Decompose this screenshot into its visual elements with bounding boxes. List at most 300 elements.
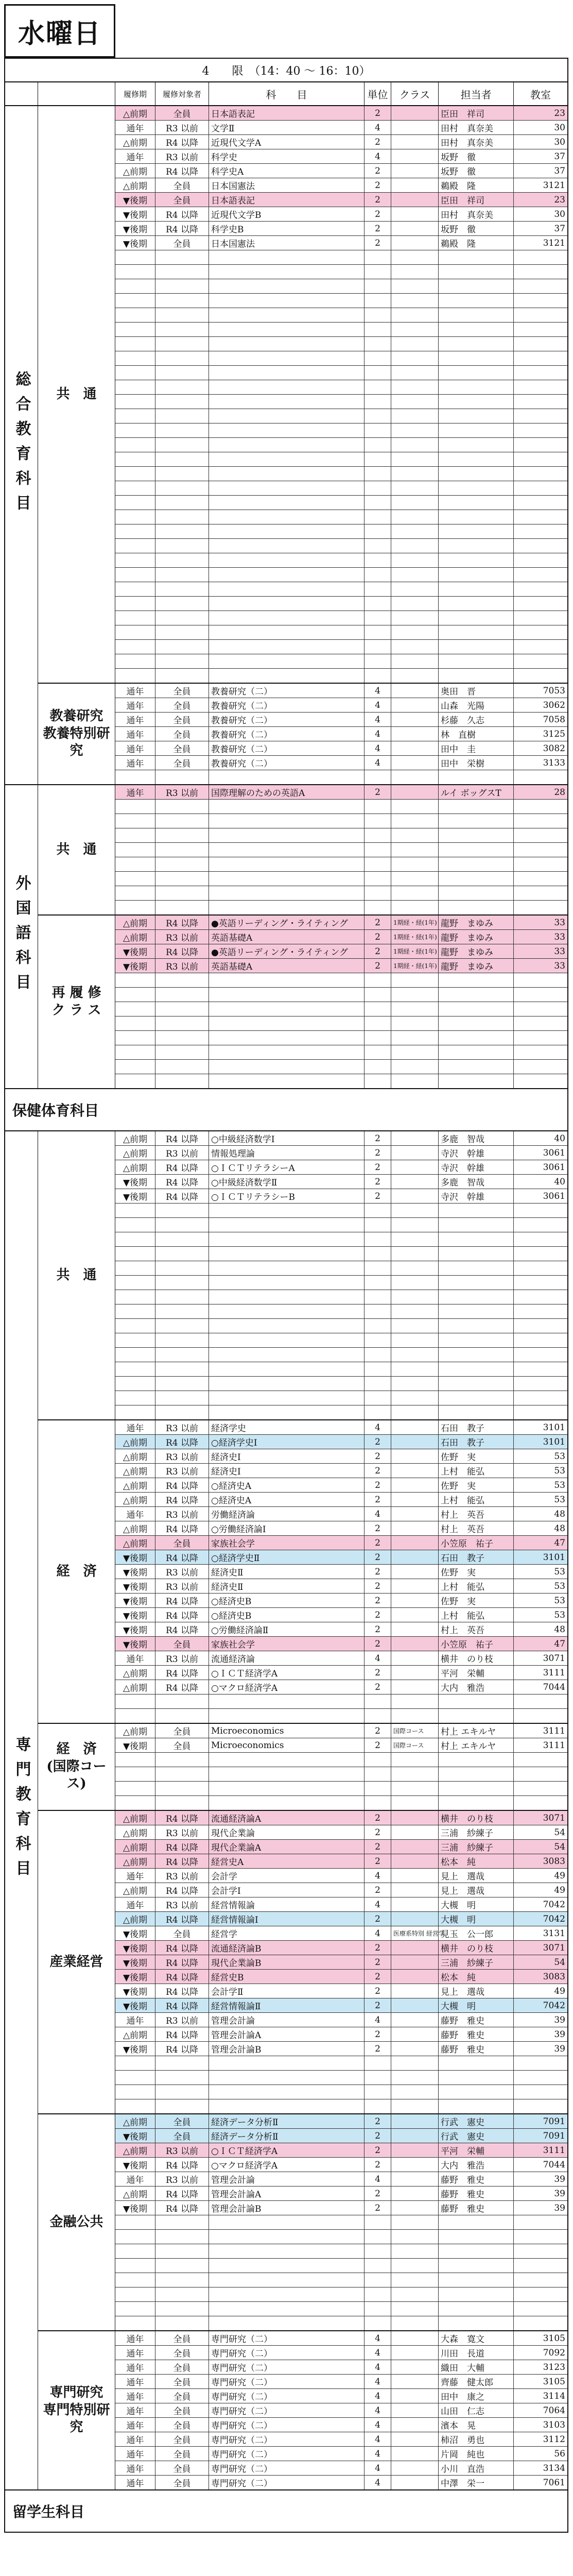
- cell-term: [115, 294, 155, 308]
- cell-room: [514, 814, 567, 828]
- cell-term: △前期: [115, 1811, 155, 1825]
- cell-target: R3 以前: [155, 1507, 209, 1521]
- cell-unit: 2: [364, 1493, 391, 1506]
- cell-subject: 経営学: [209, 1926, 364, 1940]
- cell-unit: 2: [364, 785, 391, 799]
- cell-subject: [209, 2056, 364, 2070]
- table-row: [115, 828, 567, 843]
- table-row: [115, 1521, 567, 1536]
- cell-subject: 経済史Ⅱ: [209, 1565, 364, 1579]
- cell-subject: [209, 423, 364, 437]
- cell-room: 54: [554, 1841, 565, 1852]
- subsection-label: 金融公共: [38, 2114, 115, 2330]
- cell-unit: 2: [364, 1825, 391, 1839]
- subsection: [38, 2331, 567, 2489]
- cell-room: [514, 2099, 567, 2113]
- cell-cls: [391, 481, 439, 495]
- cell-term: [115, 625, 155, 639]
- cell-teacher: 上村 能弘: [439, 1579, 514, 1593]
- cell-teacher: [439, 1031, 514, 1045]
- table-row: [115, 1420, 567, 1435]
- cell-cls: [391, 279, 439, 293]
- cell-unit: [364, 1319, 391, 1333]
- cell-target: [155, 872, 209, 886]
- cell-term: [115, 1218, 155, 1232]
- table-row: [115, 640, 567, 654]
- cell-teacher: 龍野 まゆみ: [439, 944, 514, 958]
- cell-teacher: [439, 886, 514, 900]
- cell-cls: [391, 582, 439, 596]
- table-row: [115, 2287, 567, 2302]
- cell-cls: [391, 294, 439, 308]
- cell-cls: [391, 2432, 439, 2446]
- cell-room: [514, 654, 567, 668]
- table-row: [115, 1608, 567, 1622]
- section-foreign: [5, 785, 567, 1089]
- cell-teacher: 石田 教子: [439, 1435, 514, 1449]
- cell-subject: [209, 814, 364, 828]
- cell-teacher: [439, 1405, 514, 1419]
- cell-term: ▼後期: [115, 2129, 155, 2143]
- table-row: [115, 1666, 567, 1680]
- table-row: [115, 1319, 567, 1333]
- cell-teacher: 村上 英吾: [439, 1622, 514, 1636]
- table-row: [115, 2129, 567, 2143]
- cell-target: [155, 973, 209, 987]
- table-row: [115, 1854, 567, 1869]
- table-row: [115, 857, 567, 872]
- cell-cls: [391, 2172, 439, 2186]
- cell-term: △前期: [115, 106, 155, 120]
- table-row: [115, 814, 567, 828]
- cell-unit: 4: [364, 2476, 391, 2489]
- cell-cls: [391, 1232, 439, 1246]
- cell-teacher: 小川 直浩: [439, 2461, 514, 2475]
- cell-target: [155, 1391, 209, 1405]
- table-row: [115, 1204, 567, 1218]
- table-row: [115, 2201, 567, 2215]
- cell-room: 7042: [543, 2000, 565, 2011]
- cell-cls: [391, 857, 439, 871]
- cell-room: 3111: [543, 1725, 565, 1736]
- cell-cls: [391, 1941, 439, 1955]
- cell-room: [514, 1276, 567, 1290]
- cell-unit: [364, 1016, 391, 1030]
- cell-teacher: 藤野 雅史: [439, 2013, 514, 2027]
- table-row: [115, 1131, 567, 1146]
- cell-cls: [391, 2259, 439, 2273]
- cell-cls: [391, 164, 439, 178]
- cell-term: [115, 800, 155, 814]
- cell-subject: 教養研究（二）: [209, 713, 364, 726]
- cell-cls: [391, 1897, 439, 1911]
- cell-target: [155, 1247, 209, 1261]
- cell-target: R4 以降: [155, 1160, 209, 1174]
- cell-unit: 2: [364, 1912, 391, 1926]
- table-row: [115, 988, 567, 1002]
- cell-target: R3 以前: [155, 1579, 209, 1593]
- cell-cls: [391, 1464, 439, 1478]
- cell-subject: [209, 1016, 364, 1030]
- table-row: [115, 1883, 567, 1897]
- cell-room: 54: [554, 1957, 565, 1968]
- cell-room: [514, 308, 567, 322]
- cell-room: [514, 2056, 567, 2070]
- table-row: [115, 409, 567, 423]
- table-row: [115, 2013, 567, 2027]
- table-row: [115, 1753, 567, 1767]
- cell-term: [115, 1247, 155, 1261]
- table-row: [115, 727, 567, 741]
- cell-teacher: 松本 純: [439, 1854, 514, 1868]
- cell-subject: 経営情報論Ⅱ: [209, 1998, 364, 2012]
- cell-subject: 経済学史: [209, 1420, 364, 1434]
- cell-target: [155, 1333, 209, 1347]
- cell-term: 通年: [115, 756, 155, 770]
- cell-cls: [391, 1912, 439, 1926]
- cell-cls: [391, 207, 439, 221]
- cell-subject: [209, 409, 364, 423]
- cell-unit: 2: [364, 1724, 391, 1738]
- cell-cls: [391, 640, 439, 654]
- cell-term: △前期: [115, 1724, 155, 1738]
- cell-room: [514, 2230, 567, 2244]
- table-row: [115, 1622, 567, 1637]
- cell-room: 3131: [543, 1928, 565, 1939]
- cell-term: 通年: [115, 2389, 155, 2403]
- table-row: [115, 1811, 567, 1825]
- cell-term: [115, 886, 155, 900]
- cell-target: [155, 1261, 209, 1275]
- cell-unit: 4: [364, 2331, 391, 2345]
- cell-unit: 2: [364, 1175, 391, 1189]
- cell-term: 通年: [115, 727, 155, 741]
- cell-subject: 国際理解のための英語A: [209, 785, 364, 799]
- cell-term: [115, 1002, 155, 1016]
- cell-subject: [209, 1782, 364, 1795]
- cell-subject: ○ＩＣＴリテラシーA: [209, 1160, 364, 1174]
- cell-teacher: 田中 圭: [439, 741, 514, 755]
- table-row: [115, 1984, 567, 1998]
- cell-term: [115, 1405, 155, 1419]
- cell-unit: [364, 2302, 391, 2316]
- cell-subject: [209, 901, 364, 914]
- table-row: [115, 366, 567, 380]
- cell-room: [514, 2085, 567, 2099]
- cell-subject: 近現代文学A: [209, 135, 364, 149]
- cell-teacher: 田中 栄樹: [439, 756, 514, 770]
- cell-cls: [391, 2418, 439, 2432]
- cell-term: ▼後期: [115, 1622, 155, 1636]
- cell-unit: 4: [364, 727, 391, 741]
- cell-unit: [364, 395, 391, 409]
- cell-term: ▼後期: [115, 944, 155, 958]
- cell-room: 49: [554, 1870, 565, 1881]
- subsection: [38, 916, 567, 1088]
- table-row: [115, 2143, 567, 2158]
- cell-cls: [391, 366, 439, 380]
- cell-target: R4 以降: [155, 916, 209, 929]
- table-row: [115, 756, 567, 770]
- cell-subject: 専門研究（二）: [209, 2331, 364, 2345]
- cell-target: [155, 1031, 209, 1045]
- cell-cls: [391, 2099, 439, 2113]
- cell-teacher: [439, 395, 514, 409]
- header-spacer: [5, 82, 38, 105]
- cell-term: ▼後期: [115, 1608, 155, 1622]
- cell-cls: [391, 2476, 439, 2489]
- subsection-label: 共 通: [38, 1131, 115, 1419]
- table-row: [115, 1304, 567, 1319]
- cell-room: [514, 539, 567, 553]
- cell-cls: [391, 2143, 439, 2157]
- cell-room: 7042: [543, 1913, 565, 1924]
- cell-teacher: 林 直樹: [439, 727, 514, 741]
- cell-subject: [209, 2273, 364, 2287]
- cell-target: 全員: [155, 106, 209, 120]
- cell-unit: 2: [364, 2201, 391, 2215]
- cell-room: 53: [554, 1465, 565, 1476]
- cell-teacher: [439, 625, 514, 639]
- section-general: [5, 106, 567, 785]
- cell-room: 39: [554, 2043, 565, 2054]
- cell-room: [514, 524, 567, 538]
- table-row: [115, 625, 567, 640]
- cell-cls: [391, 727, 439, 741]
- cell-cls: [391, 438, 439, 452]
- cell-subject: ○経済史B: [209, 1594, 364, 1607]
- cell-target: [155, 828, 209, 842]
- cell-target: R4 以降: [155, 2042, 209, 2056]
- cell-target: R4 以降: [155, 1175, 209, 1189]
- cell-subject: ○ＩＣＴリテラシーB: [209, 1189, 364, 1203]
- table-row: [115, 2432, 567, 2447]
- cell-subject: [209, 1045, 364, 1059]
- cell-teacher: 田村 真奈美: [439, 135, 514, 149]
- cell-unit: 4: [364, 2013, 391, 2027]
- table-row: [115, 1941, 567, 1955]
- cell-target: R4 以降: [155, 1998, 209, 2012]
- cell-subject: [209, 2259, 364, 2273]
- table-row: [115, 916, 567, 930]
- cell-unit: 2: [364, 1883, 391, 1897]
- cell-term: [115, 1753, 155, 1767]
- cell-term: [115, 2099, 155, 2113]
- cell-unit: [364, 1377, 391, 1391]
- cell-cls: [391, 2316, 439, 2330]
- cell-target: [155, 800, 209, 814]
- cell-term: [115, 351, 155, 365]
- cell-cls: [391, 2302, 439, 2316]
- cell-cls: [391, 308, 439, 322]
- cell-unit: [364, 2056, 391, 2070]
- cell-target: [155, 423, 209, 437]
- cell-target: [155, 597, 209, 611]
- cell-unit: 2: [364, 1811, 391, 1825]
- cell-subject: 経済データ分析Ⅱ: [209, 2129, 364, 2143]
- cell-cls: 国際コース: [391, 1724, 439, 1738]
- cell-room: [514, 1796, 567, 1810]
- cell-room: [514, 409, 567, 423]
- cell-cls: [391, 1709, 439, 1723]
- cell-cls: [391, 1753, 439, 1767]
- column-header-5: 担当者: [439, 82, 514, 105]
- cell-cls: [391, 121, 439, 134]
- cell-subject: [209, 1290, 364, 1304]
- cell-target: 全員: [155, 2461, 209, 2475]
- cell-cls: [391, 1521, 439, 1535]
- cell-teacher: 片岡 純也: [439, 2447, 514, 2461]
- cell-unit: 2: [364, 1160, 391, 1174]
- cell-room: [514, 510, 567, 524]
- cell-room: 3083: [543, 1856, 565, 1867]
- cell-subject: [209, 1060, 364, 1074]
- cell-term: [115, 2085, 155, 2099]
- cell-teacher: 藤野 雅史: [439, 2042, 514, 2056]
- table-row: [115, 1579, 567, 1594]
- cell-term: [115, 770, 155, 784]
- cell-unit: 2: [364, 1955, 391, 1969]
- cell-term: △前期: [115, 1160, 155, 1174]
- cell-subject: [209, 395, 364, 409]
- cell-room: [514, 973, 567, 987]
- cell-cls: [391, 625, 439, 639]
- cell-cls: [391, 2389, 439, 2403]
- cell-cls: [391, 351, 439, 365]
- cell-subject: [209, 1796, 364, 1810]
- cell-target: R4 以降: [155, 1941, 209, 1955]
- cell-subject: [209, 2287, 364, 2301]
- cell-target: [155, 1074, 209, 1088]
- cell-cls: 1期経・経(1年): [391, 916, 439, 929]
- cell-cls: [391, 1045, 439, 1059]
- cell-cls: [391, 800, 439, 814]
- table-row: [115, 1738, 567, 1753]
- cell-term: 通年: [115, 2375, 155, 2388]
- cell-cls: [391, 1304, 439, 1318]
- cell-room: [514, 279, 567, 293]
- cell-term: [115, 1016, 155, 1030]
- cell-unit: 4: [364, 2403, 391, 2417]
- cell-term: ▼後期: [115, 2042, 155, 2056]
- cell-subject: [209, 337, 364, 351]
- cell-room: [514, 1204, 567, 1217]
- table-row: [115, 481, 567, 496]
- cell-unit: 2: [364, 1840, 391, 1854]
- cell-teacher: 藤野 雅史: [439, 2201, 514, 2215]
- cell-unit: 2: [364, 1521, 391, 1535]
- cell-target: [155, 2316, 209, 2330]
- cell-teacher: 村上 英吾: [439, 1521, 514, 1535]
- subsection-label: 専門研究 専門特別研究: [38, 2331, 115, 2489]
- cell-cls: [391, 496, 439, 510]
- cell-term: 通年: [115, 741, 155, 755]
- cell-teacher: [439, 1247, 514, 1261]
- cell-target: [155, 1782, 209, 1795]
- cell-subject: [209, 1276, 364, 1290]
- cell-teacher: 鵜殿 隆: [439, 236, 514, 250]
- cell-term: [115, 814, 155, 828]
- cell-unit: 4: [364, 2389, 391, 2403]
- cell-room: 48: [554, 1509, 565, 1519]
- cell-term: ▼後期: [115, 193, 155, 207]
- cell-target: 全員: [155, 1637, 209, 1651]
- cell-unit: [364, 553, 391, 567]
- cell-target: [155, 1060, 209, 1074]
- cell-subject: Microeconomics: [209, 1724, 364, 1738]
- cell-term: ▼後期: [115, 1998, 155, 2012]
- intl-section-title: 留学生科目: [12, 2503, 85, 2520]
- cell-subject: ○経済史B: [209, 1608, 364, 1622]
- cell-unit: [364, 308, 391, 322]
- cell-room: [514, 988, 567, 1002]
- cell-target: 全員: [155, 756, 209, 770]
- cell-term: [115, 2316, 155, 2330]
- column-header-2: 科 目: [209, 82, 364, 105]
- cell-room: [514, 872, 567, 886]
- cell-unit: 2: [364, 1449, 391, 1463]
- cell-term: [115, 1060, 155, 1074]
- cell-unit: [364, 2273, 391, 2287]
- cell-teacher: [439, 1261, 514, 1275]
- cell-cls: 1期経・経(1年): [391, 959, 439, 973]
- cell-term: [115, 2287, 155, 2301]
- cell-cls: [391, 2114, 439, 2128]
- cell-subject: [209, 2215, 364, 2229]
- cell-room: 53: [554, 1566, 565, 1577]
- cell-target: 全員: [155, 727, 209, 741]
- table-row: [115, 1160, 567, 1175]
- cell-unit: 2: [364, 1565, 391, 1579]
- cell-room: [514, 467, 567, 481]
- cell-unit: [364, 452, 391, 466]
- cell-unit: 2: [364, 1637, 391, 1651]
- cell-term: [115, 308, 155, 322]
- cell-cls: [391, 1854, 439, 1868]
- cell-subject: 専門研究（二）: [209, 2447, 364, 2461]
- cell-subject: 科学史: [209, 149, 364, 163]
- cell-unit: [364, 901, 391, 914]
- cell-teacher: 大槻 明: [439, 1912, 514, 1926]
- cell-term: [115, 669, 155, 683]
- cell-term: ▼後期: [115, 236, 155, 250]
- subsection: [38, 106, 567, 684]
- cell-target: [155, 539, 209, 553]
- cell-room: [514, 1753, 567, 1767]
- cell-room: [514, 843, 567, 857]
- cell-cls: [391, 843, 439, 857]
- cell-unit: 2: [364, 1998, 391, 2012]
- cell-term: 通年: [115, 2447, 155, 2461]
- cell-subject: 教養研究（二）: [209, 756, 364, 770]
- cell-cls: [391, 1998, 439, 2012]
- cell-target: [155, 625, 209, 639]
- cell-cls: [391, 149, 439, 163]
- section-specialty: [5, 1131, 567, 2490]
- cell-subject: [209, 625, 364, 639]
- table-row: [115, 2316, 567, 2330]
- cell-room: [514, 1290, 567, 1304]
- cell-target: R4 以降: [155, 1680, 209, 1694]
- cell-subject: [209, 654, 364, 668]
- cell-target: R3 以前: [155, 1869, 209, 1883]
- cell-term: [115, 973, 155, 987]
- cell-cls: [391, 2360, 439, 2374]
- table-row: [115, 2215, 567, 2230]
- cell-room: 7058: [543, 714, 565, 725]
- cell-term: △前期: [115, 1521, 155, 1535]
- cell-subject: ○経済学史Ⅰ: [209, 1435, 364, 1449]
